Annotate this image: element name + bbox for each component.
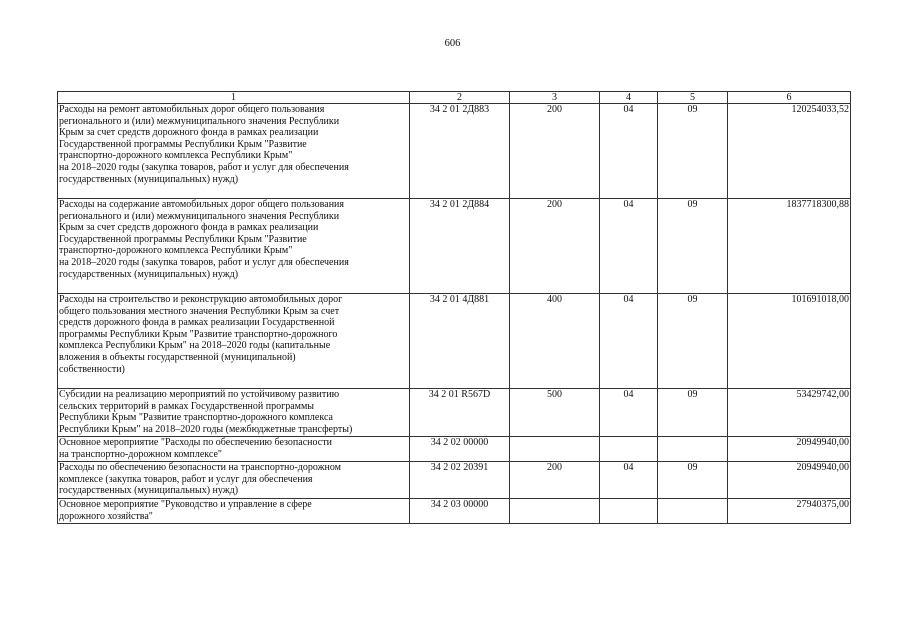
- row-col3: 500: [510, 389, 600, 437]
- row-col3: 200: [510, 199, 600, 294]
- column-header-1: 1: [58, 92, 410, 104]
- row-description: Основное мероприятие "Руководство и управление в сфере дорожного хозяйства": [58, 499, 410, 524]
- row-description: Расходы на содержание автомобильных дорог общего пользования регионального и (или) межмуниципального значения Республики Крым за счет средств дорожного фонда в рамках реализации Государственной программы Республики Крым "Развитие транспортно-дорожного комплекса Республики Крым" на 2018–2020 годы (закупка товаров, работ и услуг для обеспечения государственных (муниципальных) нужд): [58, 199, 410, 294]
- row-amount: 20949940,00: [728, 462, 851, 499]
- row-col5: 09: [658, 462, 728, 499]
- budget-table: [57, 91, 851, 524]
- row-amount: 1837718300,88: [728, 199, 851, 294]
- row-code: 34 2 02 20391: [410, 462, 510, 499]
- row-col4: 04: [600, 104, 658, 199]
- table-row: [58, 389, 851, 437]
- row-code: 34 2 02 00000: [410, 437, 510, 462]
- column-header-5: 5: [658, 92, 728, 104]
- row-col4: [600, 437, 658, 462]
- column-header-3: 3: [510, 92, 600, 104]
- row-code: 34 2 03 00000: [410, 499, 510, 524]
- row-col3: 200: [510, 104, 600, 199]
- row-description: Расходы на ремонт автомобильных дорог общего пользования регионального и (или) межмуниципального значения Республики Крым за счет средств дорожного фонда в рамках реализации Государственной программы Республики Крым "Развитие транспортно-дорожного комплекса Республики Крым" на 2018–2020 годы (закупка товаров, работ и услуг для обеспечения государственных (муниципальных) нужд): [58, 104, 410, 199]
- row-code: 34 2 01 2Д883: [410, 104, 510, 199]
- row-col4: 04: [600, 462, 658, 499]
- row-description: Расходы на строительство и реконструкцию автомобильных дорог общего пользования местного значения Республики Крым за счет средств дорожного фонда в рамках реализации Государственной программы Республики Крым "Развитие транспортно-дорожного комплекса Республики Крым" на 2018–2020 годы (капитальные вложения в объекты государственной (муниципальной) собственности): [58, 294, 410, 389]
- row-col3: [510, 499, 600, 524]
- table-row: [58, 437, 851, 462]
- row-description: Расходы по обеспечению безопасности на транспортно-дорожном комплексе (закупка товаров, работ и услуг для обеспечения государственных (муниципальных) нужд): [58, 462, 410, 499]
- page-number: 606: [444, 38, 461, 49]
- row-col3: [510, 437, 600, 462]
- row-col4: [600, 499, 658, 524]
- column-header-4: 4: [600, 92, 658, 104]
- row-col4: 04: [600, 389, 658, 437]
- table-row: [58, 499, 851, 524]
- row-col4: 04: [600, 199, 658, 294]
- row-col5: 09: [658, 104, 728, 199]
- row-amount: 27940375,00: [728, 499, 851, 524]
- row-code: 34 2 01 R567D: [410, 389, 510, 437]
- row-code: 34 2 01 2Д884: [410, 199, 510, 294]
- row-amount: 20949940,00: [728, 437, 851, 462]
- row-col5: [658, 437, 728, 462]
- table-header-row: [58, 92, 851, 104]
- row-col5: 09: [658, 199, 728, 294]
- row-col3: 200: [510, 462, 600, 499]
- row-col5: 09: [658, 389, 728, 437]
- row-code: 34 2 01 4Д881: [410, 294, 510, 389]
- row-amount: 53429742,00: [728, 389, 851, 437]
- row-col3: 400: [510, 294, 600, 389]
- row-col4: 04: [600, 294, 658, 389]
- row-col5: [658, 499, 728, 524]
- table-row: [58, 104, 851, 199]
- column-header-6: 6: [728, 92, 851, 104]
- table-row: [58, 462, 851, 499]
- column-header-2: 2: [410, 92, 510, 104]
- row-amount: 101691018,00: [728, 294, 851, 389]
- table-row: [58, 199, 851, 294]
- row-amount: 120254033,52: [728, 104, 851, 199]
- row-description: Основное мероприятие "Расходы по обеспечению безопасности на транспортно-дорожном комплексе": [58, 437, 410, 462]
- row-col5: 09: [658, 294, 728, 389]
- table-row: [58, 294, 851, 389]
- row-description: Субсидии на реализацию мероприятий по устойчивому развитию сельских территорий в рамках Государственной программы Республики Крым "Развитие транспортно-дорожного комплекса Республики Крым" на 2018–2020 годы (межбюджетные трансферты): [58, 389, 410, 437]
